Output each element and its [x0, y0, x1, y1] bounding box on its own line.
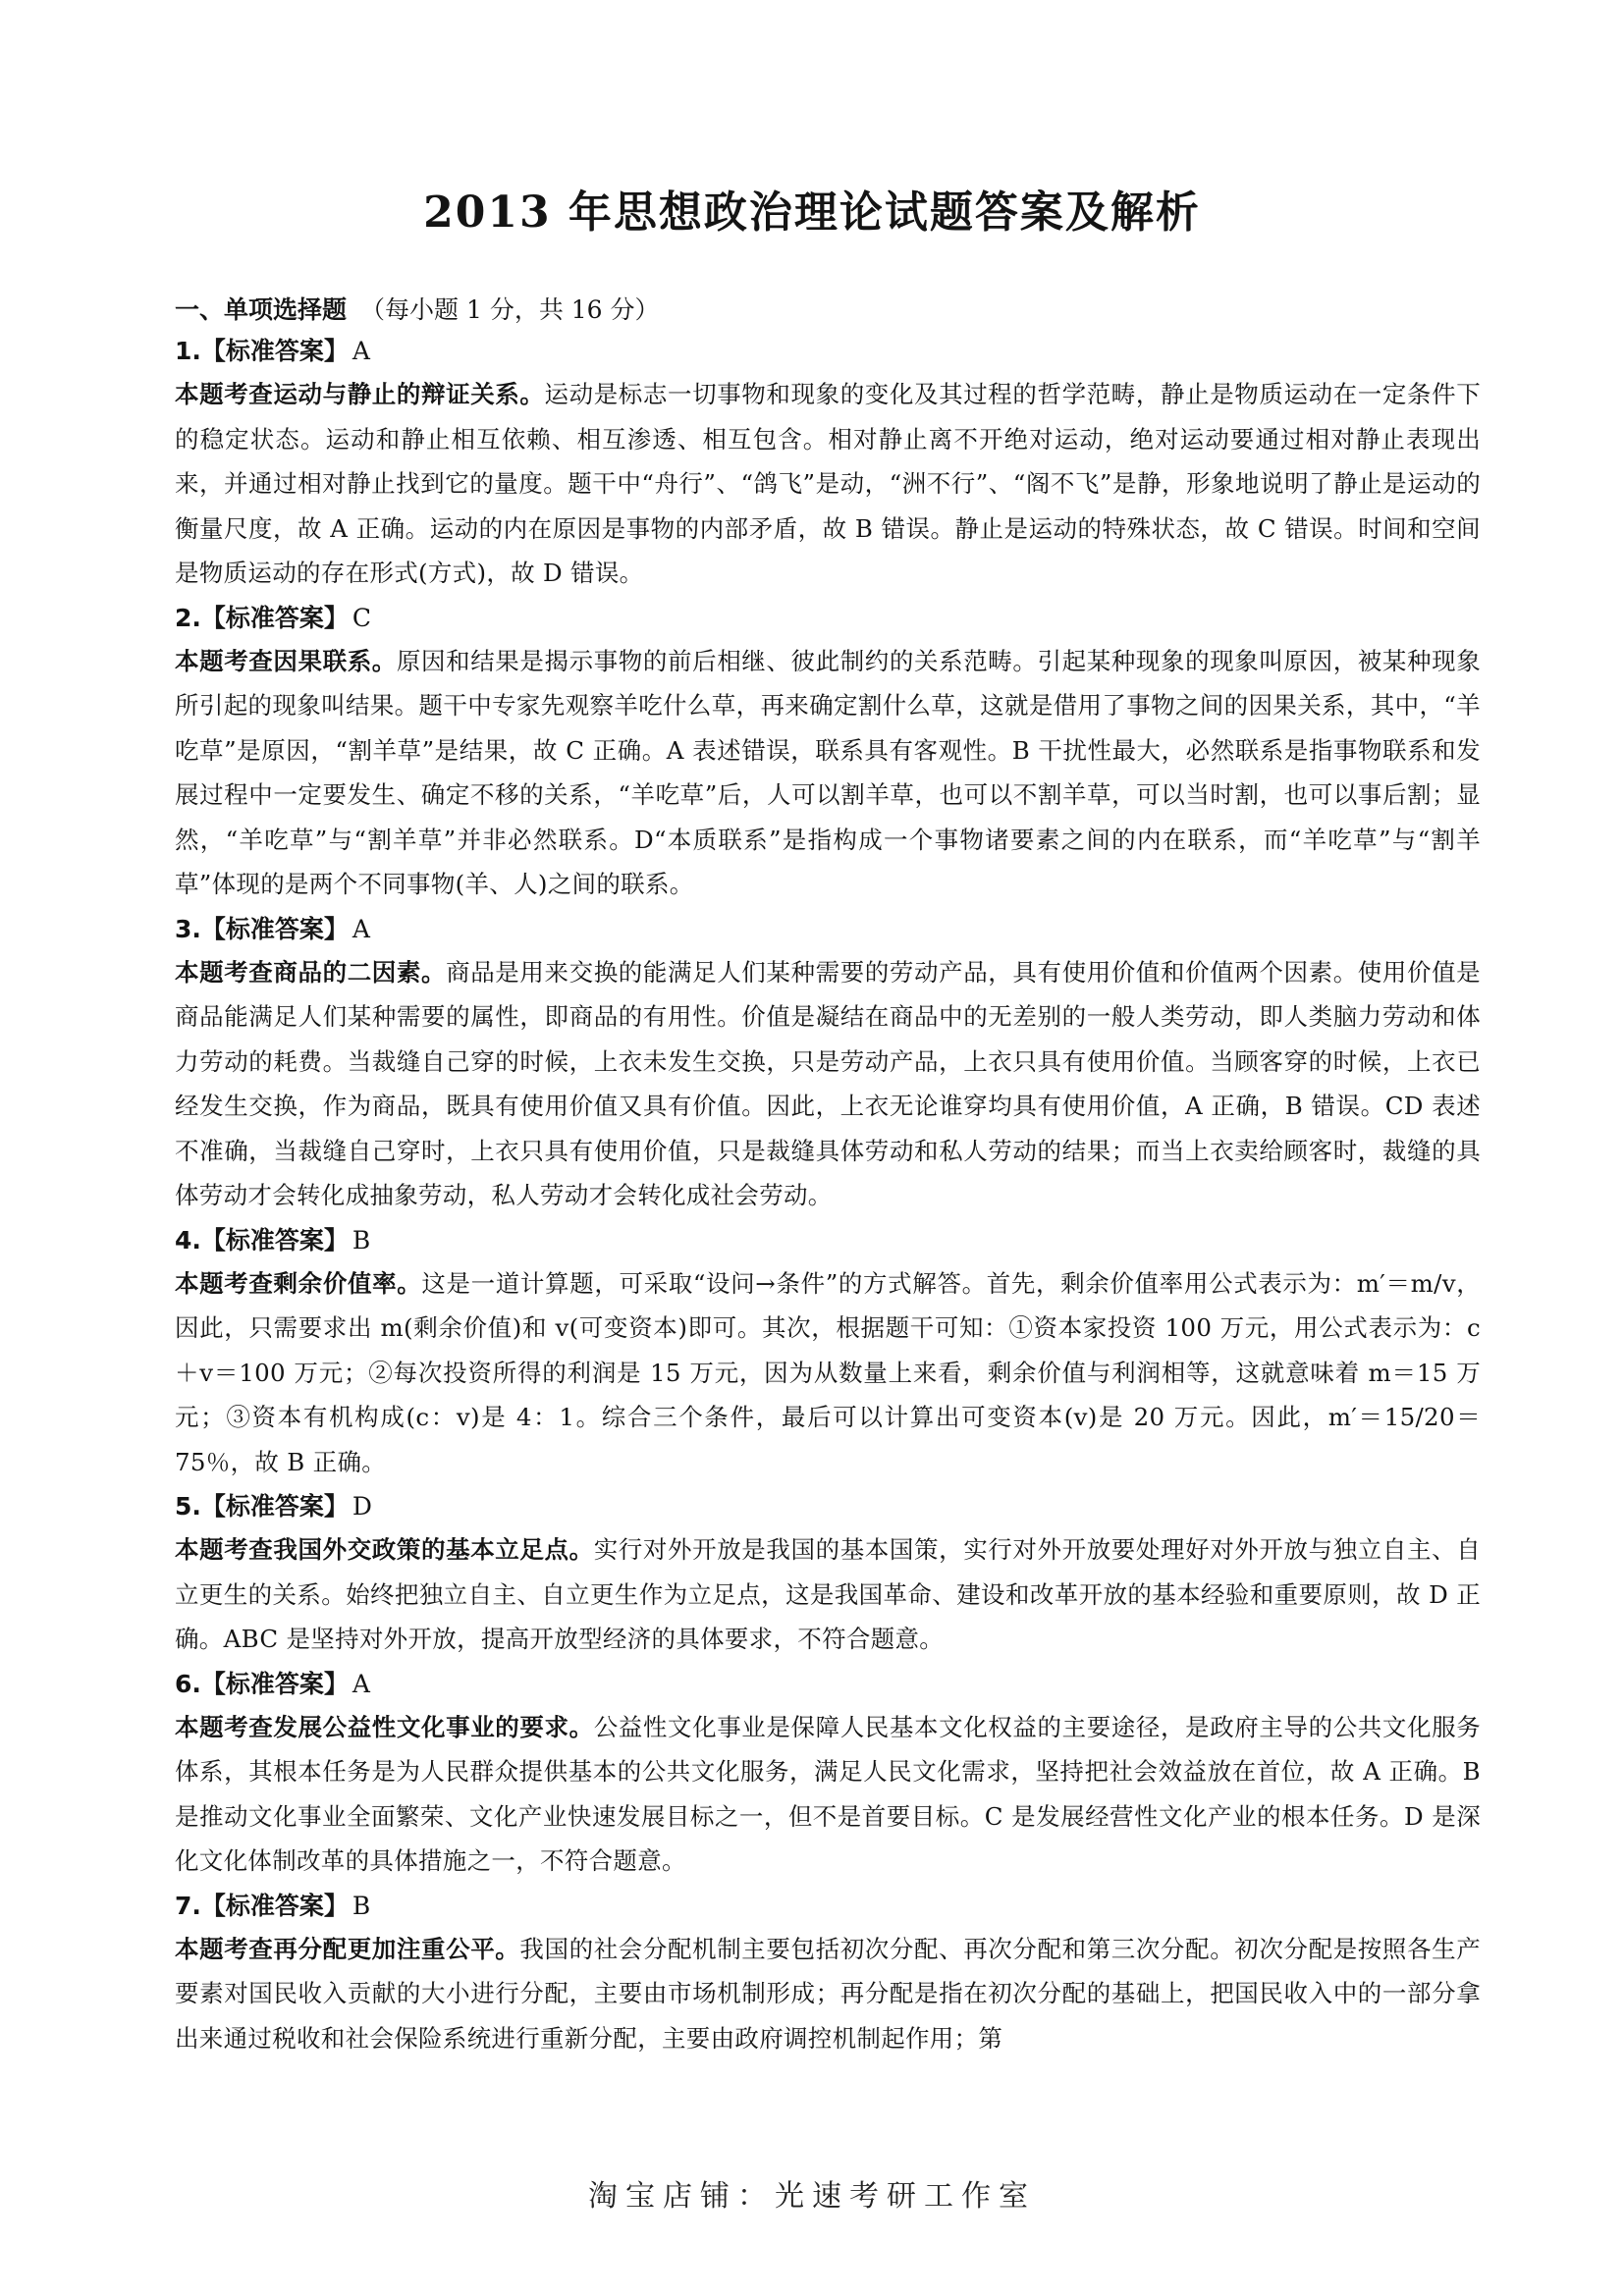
question-number: 6.: [175, 1669, 201, 1698]
question-number: 3.: [175, 914, 201, 943]
question-2: [175, 598, 1481, 907]
question-header: [175, 331, 1481, 372]
explanation: [175, 1527, 1481, 1662]
page-title: 2013 年思想政治理论试题答案及解析: [423, 187, 1201, 238]
explanation: [175, 372, 1481, 596]
answer-tag: 【标准答案】: [200, 1891, 349, 1920]
question-1: [175, 331, 1481, 596]
question-number: 5.: [175, 1492, 201, 1521]
explanation: [175, 639, 1481, 907]
explanation-text: 这是一道计算题，可采取“设问→条件”的方式解答。首先，剩余价值率用公式表示为：m′＝m/v，因此，只需要求出 m(剩余价值)和 v(可变资本)即可。其次，根据题干可知：①资本家投资 100 万元，用公式表示为：c＋v＝100 万元；②每次投资所得的利润是 15 万元，因为从数量上来看，剩余价值与利润相等，这就意味着 m＝15 万元；③资本有机构成(c：v)是 4：1。综合三个条件，最后可以计算出可变资本(v)是 20 万元。因此，m′＝15/20＝75％，故 B 正确。: [175, 1268, 1482, 1476]
question-6: [175, 1664, 1481, 1884]
question-header: [175, 909, 1481, 950]
question-number: 4.: [175, 1225, 201, 1255]
answer-letter: B: [352, 1225, 371, 1255]
answers-content: [175, 290, 1481, 2062]
explanation-topic: 本题考查我国外交政策的基本立足点。: [175, 1535, 594, 1564]
question-header: [175, 1486, 1481, 1527]
explanation-text: 原因和结果是揭示事物的前后相继、彼此制约的关系范畴。引起某种现象的现象叫原因，被某种现象所引起的现象叫结果。题干中专家先观察羊吃什么草，再来确定割什么草，这就是借用了事物之间的因果关系，其中，“羊吃草”是原因，“割羊草”是结果，故 C 正确。A 表述错误，联系具有客观性。B 干扰性最大，必然联系是指事物联系和发展过程中一定要发生、确定不移的关系，“羊吃草”后，人可以割羊草，也可以不割羊草，可以当时割，也可以事后割；显然，“羊吃草”与“割羊草”并非必然联系。D“本质联系”是指构成一个事物诸要素之间的内在联系，而“羊吃草”与“割羊草”体现的是两个不同事物(羊、人)之间的联系。: [175, 646, 1481, 898]
answer-letter: D: [352, 1492, 372, 1521]
question-header: [175, 1220, 1481, 1261]
question-header: [175, 1886, 1481, 1927]
explanation-text: 实行对外开放是我国的基本国策，实行对外开放要处理好对外开放与独立自主、自立更生的关系。始终把独立自主、自立更生作为立足点，这是我国革命、建设和改革开放的基本经验和重要原则，故 D 正确。ABC 是坚持对外开放，提高开放型经济的具体要求，不符合题意。: [175, 1535, 1481, 1653]
answer-letter: A: [352, 1669, 370, 1698]
answer-letter: B: [352, 1891, 371, 1920]
explanation: [175, 1705, 1481, 1884]
page-footer: 淘宝店铺：光速考研工作室: [588, 2179, 1036, 2214]
answer-letter: C: [352, 603, 372, 632]
section-score-note: （每小题 1 分，共 16 分）: [360, 295, 660, 324]
explanation-text: 我国的社会分配机制主要包括初次分配、再次分配和第三次分配。初次分配是按照各生产要素对国民收入贡献的大小进行分配，主要由市场机制形成；再分配是指在初次分配的基础上，把国民收入中的一部分拿出来通过税收和社会保险系统进行重新分配，主要由政府调控机制起作用；第: [175, 1934, 1481, 2053]
explanation-topic: 本题考查运动与静止的辩证关系。: [175, 380, 545, 408]
explanation-topic: 本题考查因果联系。: [175, 646, 397, 675]
question-header: [175, 1664, 1481, 1705]
explanation: [175, 950, 1481, 1218]
question-4: [175, 1220, 1481, 1485]
question-number: 1.: [175, 337, 201, 365]
answer-letter: A: [352, 914, 370, 943]
question-7: [175, 1886, 1481, 2061]
question-number: 7.: [175, 1891, 201, 1920]
explanation-topic: 本题考查商品的二因素。: [175, 957, 447, 987]
answer-tag: 【标准答案】: [200, 337, 349, 365]
explanation: [175, 1261, 1481, 1485]
answer-tag: 【标准答案】: [200, 1225, 349, 1255]
question-3: [175, 909, 1481, 1218]
explanation-text: 商品是用来交换的能满足人们某种需要的劳动产品，具有使用价值和价值两个因素。使用价值是商品能满足人们某种需要的属性，即商品的有用性。价值是凝结在商品中的无差别的一般人类劳动，即人类脑力劳动和体力劳动的耗费。当裁缝自己穿的时候，上衣未发生交换，只是劳动产品，上衣只具有使用价值。当顾客穿的时候，上衣已经发生交换，作为商品，既具有使用价值又具有价值。因此，上衣无论谁穿均具有使用价值，A 正确，B 错误。CD 表述不准确，当裁缝自己穿时，上衣只具有使用价值，只是裁缝具体劳动和私人劳动的结果；而当上衣卖给顾客时，裁缝的具体劳动才会转化成抽象劳动，私人劳动才会转化成社会劳动。: [175, 957, 1481, 1209]
answer-tag: 【标准答案】: [200, 603, 349, 632]
answer-tag: 【标准答案】: [200, 1492, 349, 1521]
answer-tag: 【标准答案】: [200, 1669, 349, 1698]
explanation-topic: 本题考查剩余价值率。: [175, 1268, 422, 1298]
explanation-topic: 本题考查再分配更加注重公平。: [175, 1934, 520, 1963]
question-5: [175, 1486, 1481, 1662]
section-label: 一、单项选择题: [175, 295, 348, 324]
explanation-text: 运动是标志一切事物和现象的变化及其过程的哲学范畴，静止是物质运动在一定条件下的稳定状态。运动和静止相互依赖、相互渗透、相互包含。相对静止离不开绝对运动，绝对运动要通过相对静止表现出来，并通过相对静止找到它的量度。题干中“舟行”、“鸽飞”是动，“洲不行”、“阁不飞”是静，形象地说明了静止是运动的衡量尺度，故 A 正确。运动的内在原因是事物的内部矛盾，故 B 错误。静止是运动的特殊状态，故 C 错误。时间和空间是物质运动的存在形式(方式)，故 D 错误。: [175, 380, 1481, 587]
question-header: [175, 598, 1481, 639]
answer-letter: A: [352, 337, 370, 365]
section-heading: [175, 290, 1481, 331]
question-number: 2.: [175, 603, 201, 632]
answer-tag: 【标准答案】: [200, 914, 349, 943]
explanation: [175, 1927, 1481, 2061]
explanation-text: 公益性文化事业是保障人民基本文化权益的主要途径，是政府主导的公共文化服务体系，其根本任务是为人民群众提供基本的公共文化服务，满足人民文化需求，坚持把社会效益放在首位，故 A 正确。B 是推动文化事业全面繁荣、文化产业快速发展目标之一，但不是首要目标。C 是发展经营性文化产业的根本任务。D 是深化文化体制改革的具体措施之一，不符合题意。: [175, 1712, 1481, 1875]
explanation-topic: 本题考查发展公益性文化事业的要求。: [175, 1712, 594, 1741]
